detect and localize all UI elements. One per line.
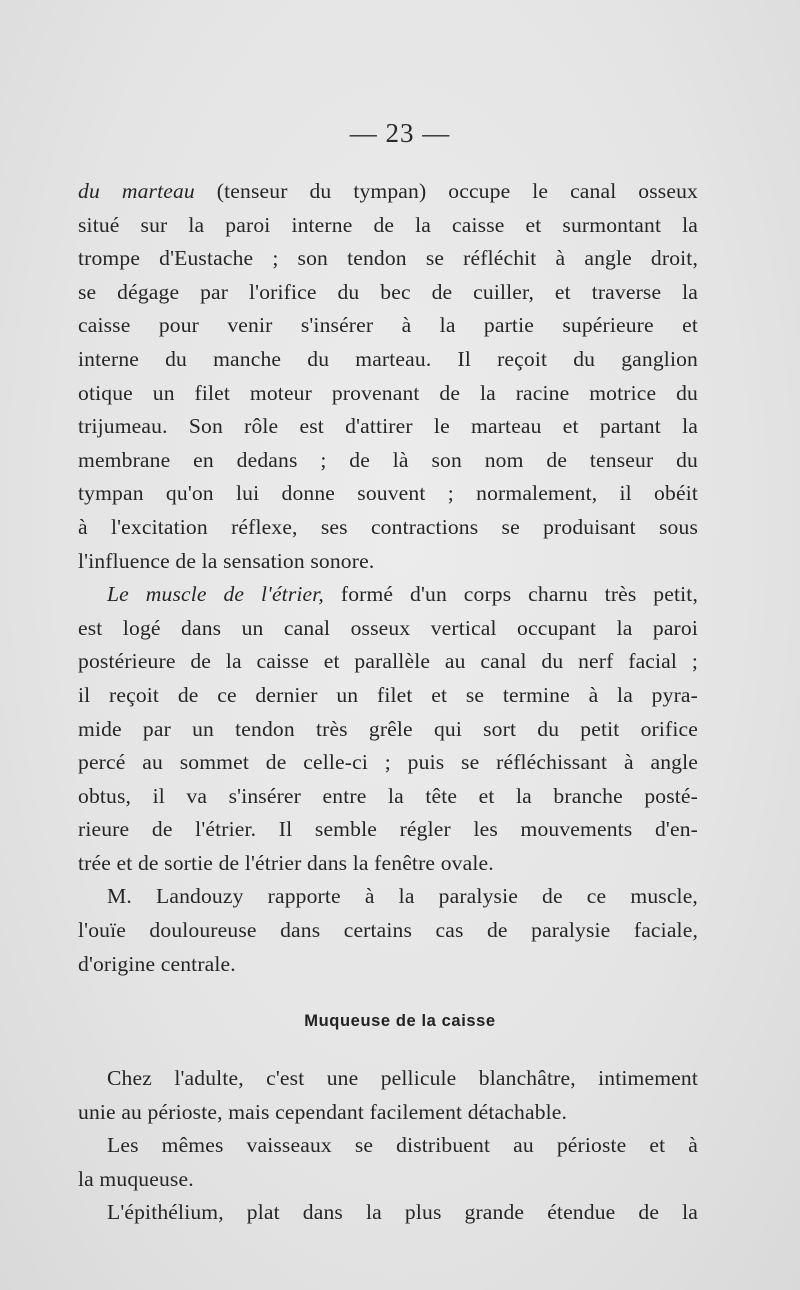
text-line <box>78 477 698 511</box>
text-run: la muqueuse. <box>78 1166 194 1191</box>
text-line <box>78 880 698 914</box>
section-heading: Muqueuse de la caisse <box>304 1012 496 1030</box>
text-run: percé au sommet de celle-ci ; puis se réfléchissant à angle <box>78 750 698 775</box>
text-line <box>78 847 698 881</box>
text-line <box>78 780 698 814</box>
text-run: est logé dans un canal osseux vertical occupant la paroi <box>78 615 698 640</box>
text-run: l'ouïe douloureuse dans certains cas de paralysie faciale, <box>78 918 698 943</box>
text-run: se dégage par l'orifice du bec de cuiller, et traverse la <box>78 279 698 304</box>
paragraph <box>78 578 698 880</box>
page-number: — 23 — <box>349 118 451 148</box>
text-run: postérieure de la caisse et parallèle au canal du nerf facial ; <box>78 649 698 674</box>
text-line <box>78 444 698 478</box>
text-line <box>78 309 698 343</box>
text-line <box>78 377 698 411</box>
text-line <box>78 612 698 646</box>
text-run: trompe d'Eustache ; son tendon se réfléchit à angle droit, <box>78 246 698 271</box>
text-run: rieure de l'étrier. Il semble régler les mouvements d'en- <box>78 817 698 842</box>
text-run: membrane en dedans ; de là son nom de tenseur du <box>78 447 698 472</box>
text-run: trijumeau. Son rôle est d'attirer le marteau et partant la <box>78 414 698 439</box>
text-line <box>78 713 698 747</box>
text-run: l'influence de la sensation sonore. <box>78 548 375 573</box>
paragraph <box>78 1062 698 1129</box>
text-line <box>78 813 698 847</box>
paragraph <box>78 880 698 981</box>
text-run: trée et de sortie de l'étrier dans la fenêtre ovale. <box>78 850 494 875</box>
paragraph <box>78 1196 698 1230</box>
text-line <box>78 645 698 679</box>
text-line <box>78 578 698 612</box>
text-run: d'origine centrale. <box>78 951 236 976</box>
text-run: formé d'un corps charnu très petit, <box>323 582 698 607</box>
text-run: à l'excitation réflexe, ses contractions se produisant sous <box>78 514 698 539</box>
paragraph <box>78 1129 698 1196</box>
text-line <box>78 343 698 377</box>
text-line <box>78 276 698 310</box>
text-line <box>78 511 698 545</box>
text-run: interne du manche du marteau. Il reçoit du ganglion <box>78 346 698 371</box>
text-line <box>78 209 698 243</box>
text-line <box>78 175 698 209</box>
text-line <box>78 410 698 444</box>
text-run: M. Landouzy rapporte à la paralysie de ce muscle, <box>107 884 698 909</box>
text-run: L'épithélium, plat dans la plus grande étendue de la <box>107 1200 698 1225</box>
text-line <box>78 1163 698 1197</box>
text-run: Les mêmes vaisseaux se distribuent au périoste et à <box>107 1133 698 1158</box>
text-run: Chez l'adulte, c'est une pellicule blanchâtre, intimement <box>107 1066 698 1090</box>
italic-text: du marteau <box>78 179 195 203</box>
text-line <box>78 1096 698 1130</box>
text-run: (tenseur du tympan) occupe le canal osseux <box>194 179 698 203</box>
body-text-top <box>78 175 698 981</box>
text-run: unie au périoste, mais cependant facilement détachable. <box>78 1099 568 1124</box>
text-line <box>78 545 698 579</box>
text-line <box>78 1129 698 1163</box>
italic-text: Le muscle de l'étrier, <box>107 582 324 607</box>
text-run: tympan qu'on lui donne souvent ; normalement, il obéit <box>78 481 698 506</box>
text-run: caisse pour venir s'insérer à la partie supérieure et <box>78 313 698 338</box>
text-run: situé sur la paroi interne de la caisse et surmontant la <box>78 212 698 237</box>
text-line <box>78 1062 698 1096</box>
text-line <box>78 914 698 948</box>
text-line <box>78 948 698 982</box>
text-run: il reçoit de ce dernier un filet et se termine à la pyra- <box>78 682 698 707</box>
text-run: obtus, il va s'insérer entre la tête et la branche posté- <box>78 783 698 808</box>
text-run: otique un filet moteur provenant de la racine motrice du <box>78 380 698 405</box>
text-line <box>78 242 698 276</box>
text-run: mide par un tendon très grêle qui sort du petit orifice <box>78 716 698 741</box>
body-text-bottom <box>78 1062 698 1230</box>
text-line <box>78 679 698 713</box>
paragraph <box>78 175 698 578</box>
text-line <box>78 1196 698 1230</box>
text-line <box>78 746 698 780</box>
